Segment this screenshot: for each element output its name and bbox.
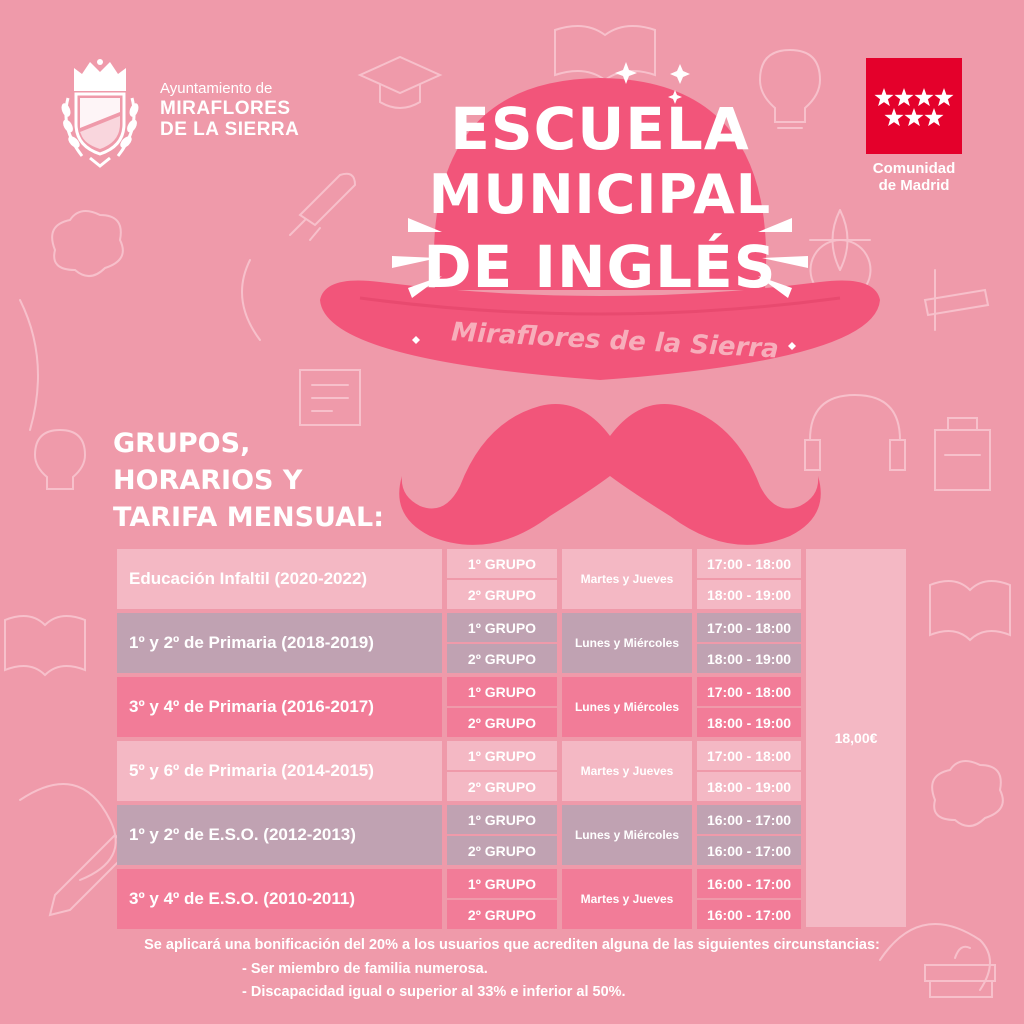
time-cell: 16:00 - 17:00 xyxy=(697,900,801,929)
days-cell: Lunes y Miércoles xyxy=(562,613,692,673)
title-line-2: MUNICIPAL xyxy=(428,163,772,226)
comunidad-line-2: de Madrid xyxy=(878,177,950,194)
ayuntamiento-logo xyxy=(60,58,340,173)
time-cell: 16:00 - 17:00 xyxy=(697,836,801,865)
footer-item-1: - Ser miembro de familia numerosa. xyxy=(242,961,488,977)
heading-line-1: GRUPOS, xyxy=(113,428,251,459)
ayuntamiento-line-2: MIRAFLORES xyxy=(160,98,291,119)
level-cell: 3º y 4º de E.S.O. (2010-2011) xyxy=(117,869,442,929)
time-cell: 17:00 - 18:00 xyxy=(697,613,801,642)
time-cell: 17:00 - 18:00 xyxy=(697,677,801,706)
group-cell: 1º GRUPO xyxy=(447,549,557,578)
mustache-icon xyxy=(390,396,830,546)
days-cell: Martes y Jueves xyxy=(562,869,692,929)
footer-item-2: - Discapacidad igual o superior al 33% e inferior al 50%. xyxy=(242,984,626,1000)
footer-intro: Se aplicará una bonificación del 20% a los usuarios que acrediten alguna de las siguientes circunstancias: xyxy=(144,937,880,953)
group-cell: 1º GRUPO xyxy=(447,805,557,834)
heading-line-2: HORARIOS Y xyxy=(113,465,303,496)
days-cell: Martes y Jueves xyxy=(562,549,692,609)
schedule-heading xyxy=(113,425,413,536)
ayuntamiento-line-3: DE LA SIERRA xyxy=(160,119,300,140)
group-cell: 2º GRUPO xyxy=(447,900,557,929)
level-cell: 5º y 6º de Primaria (2014-2015) xyxy=(117,741,442,801)
title-line-3: DE INGLÉS xyxy=(423,233,777,301)
group-cell: 1º GRUPO xyxy=(447,741,557,770)
time-cell: 16:00 - 17:00 xyxy=(697,805,801,834)
group-cell: 2º GRUPO xyxy=(447,644,557,673)
time-cell: 16:00 - 17:00 xyxy=(697,869,801,898)
group-cell: 2º GRUPO xyxy=(447,580,557,609)
ayuntamiento-line-1: Ayuntamiento de xyxy=(160,80,273,97)
subtitle: Miraflores de la Sierra xyxy=(450,317,780,365)
price-cell: 18,00€ xyxy=(806,549,906,927)
title-line-1: ESCUELA xyxy=(450,95,750,163)
time-cell: 17:00 - 18:00 xyxy=(697,741,801,770)
days-cell: Lunes y Miércoles xyxy=(562,805,692,865)
days-cell: Lunes y Miércoles xyxy=(562,677,692,737)
level-cell: 1º y 2º de E.S.O. (2012-2013) xyxy=(117,805,442,865)
days-cell: Martes y Jueves xyxy=(562,741,692,801)
group-cell: 1º GRUPO xyxy=(447,613,557,642)
group-cell: 1º GRUPO xyxy=(447,677,557,706)
level-cell: 1º y 2º de Primaria (2018-2019) xyxy=(117,613,442,673)
time-cell: 18:00 - 19:00 xyxy=(697,772,801,801)
level-cell: 3º y 4º de Primaria (2016-2017) xyxy=(117,677,442,737)
group-cell: 1º GRUPO xyxy=(447,869,557,898)
time-cell: 17:00 - 18:00 xyxy=(697,549,801,578)
ayuntamiento-crest-icon xyxy=(60,58,140,168)
group-cell: 2º GRUPO xyxy=(447,836,557,865)
time-cell: 18:00 - 19:00 xyxy=(697,580,801,609)
time-cell: 18:00 - 19:00 xyxy=(697,708,801,737)
group-cell: 2º GRUPO xyxy=(447,772,557,801)
time-cell: 18:00 - 19:00 xyxy=(697,644,801,673)
heading-line-3: TARIFA MENSUAL: xyxy=(113,502,385,533)
group-cell: 2º GRUPO xyxy=(447,708,557,737)
comunidad-line-1: Comunidad xyxy=(872,160,956,177)
level-cell: Educación Infaltil (2020-2022) xyxy=(117,549,442,609)
